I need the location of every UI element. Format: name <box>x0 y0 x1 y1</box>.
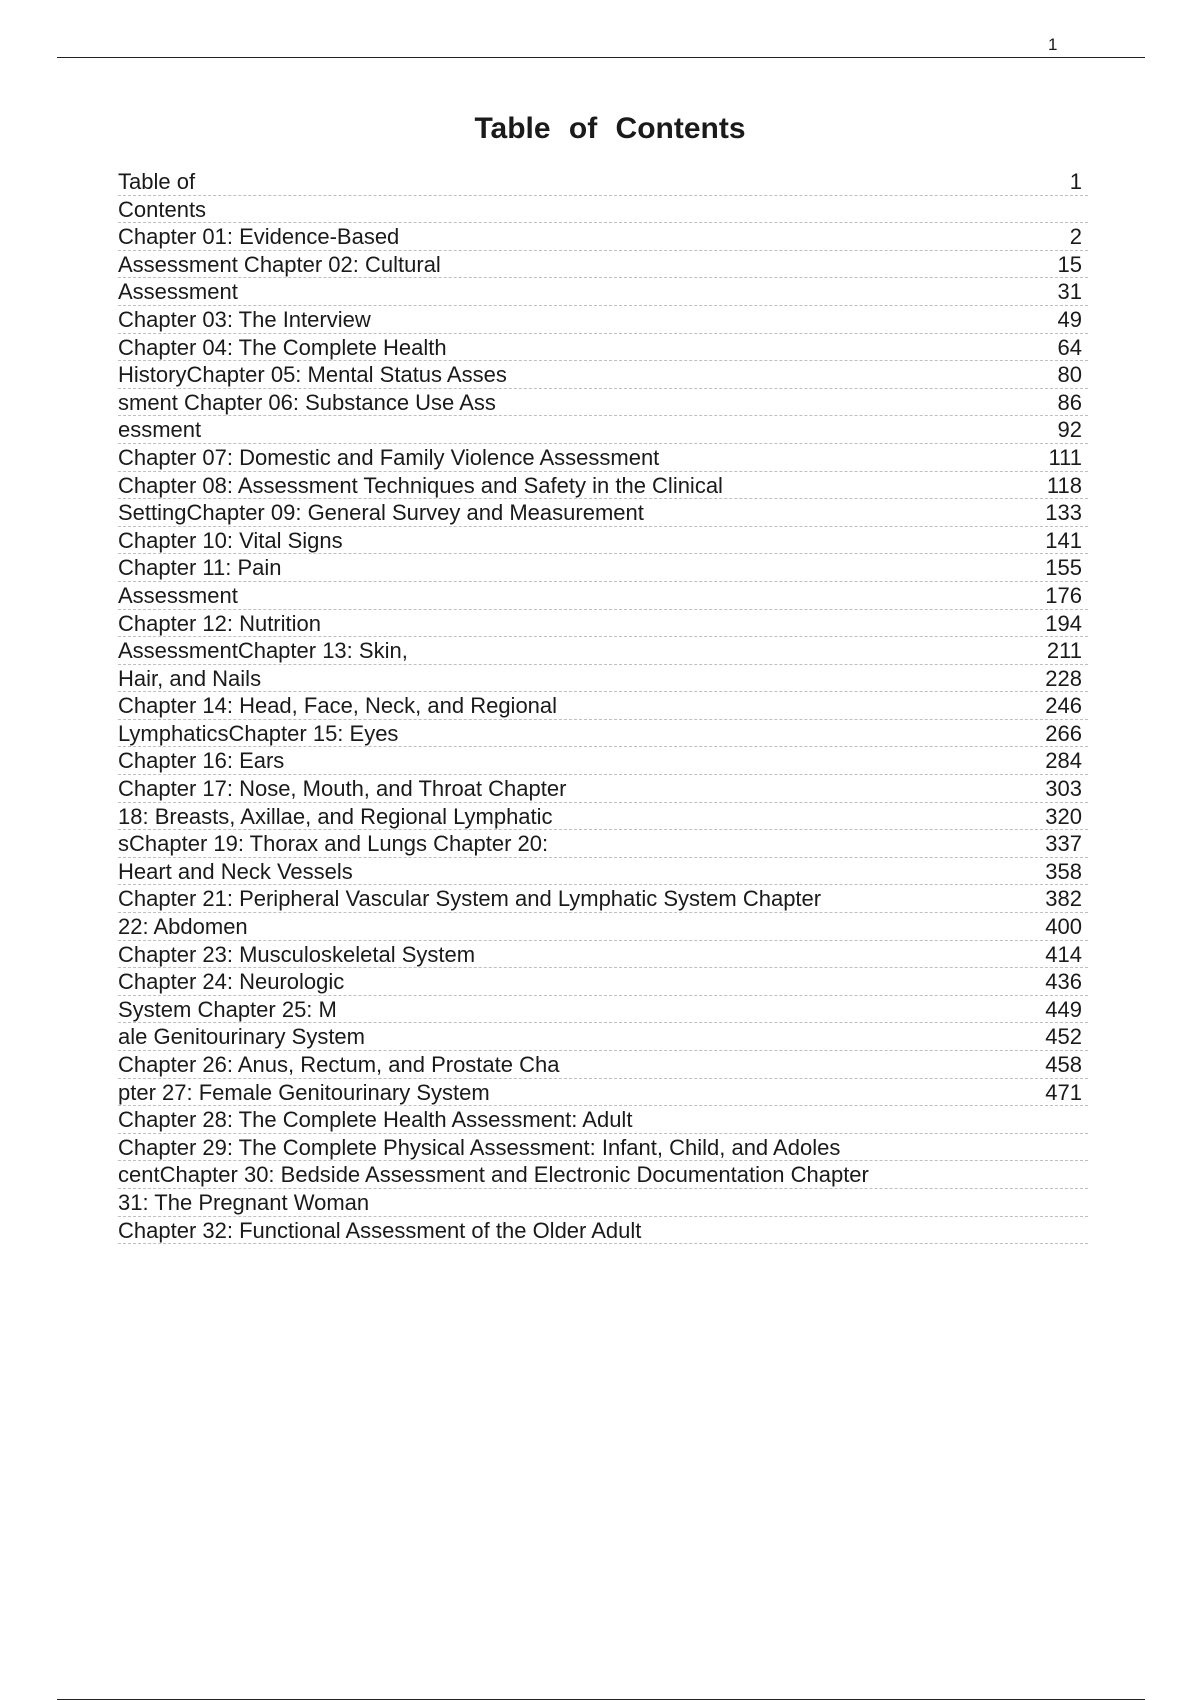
toc-page-number: 303 <box>1045 776 1082 802</box>
toc-line: Assessment Chapter 02: Cultural <box>118 251 1088 279</box>
toc-page-number: 31 <box>1057 279 1082 305</box>
toc-page-number: 1 <box>1069 169 1082 194</box>
toc-line: System Chapter 25: M <box>118 996 1088 1024</box>
toc-page-number: 458 <box>1045 1052 1082 1077</box>
toc-line: Chapter 24: Neurologic <box>118 968 1088 996</box>
toc-page-number <box>1000 196 1082 224</box>
toc-page-number: 400 <box>1045 914 1082 940</box>
toc-line: pter 27: Female Genitourinary System <box>118 1079 1088 1107</box>
toc-page-number: 320 <box>1045 803 1082 829</box>
toc-page-number: 452 <box>1045 1024 1082 1050</box>
toc-page-number: 246 <box>1045 693 1082 719</box>
toc-line: LymphaticsChapter 15: Eyes <box>118 720 1088 748</box>
toc-page-number: 118 <box>1046 472 1082 498</box>
toc-line: HistoryChapter 05: Mental Status Asses <box>118 361 1088 389</box>
toc-page-number: 337 <box>1045 831 1082 857</box>
toc-line: Chapter 14: Head, Face, Neck, and Regional <box>118 692 1088 720</box>
toc-page-number: 211 <box>1046 638 1082 664</box>
toc-page-number: 176 <box>1045 582 1082 608</box>
toc-line: Chapter 07: Domestic and Family Violence Assessment <box>118 444 1088 472</box>
toc-page-number: 436 <box>1045 969 1082 995</box>
toc-page-number: 49 <box>1057 306 1082 332</box>
toc-line: Chapter 26: Anus, Rectum, and Prostate Cha <box>118 1051 1088 1079</box>
page-number: 1 <box>1048 35 1058 54</box>
toc-page-number: 228 <box>1045 665 1082 691</box>
toc-page-number: 358 <box>1045 858 1082 884</box>
toc-line: 22: Abdomen <box>118 913 1088 941</box>
toc-line: SettingChapter 09: General Survey and Measurement <box>118 499 1088 527</box>
toc-line: Hair, and Nails <box>118 665 1088 693</box>
toc-line: Heart and Neck Vessels <box>118 858 1088 886</box>
toc-line: Assessment <box>118 582 1088 610</box>
toc-line: 31: The Pregnant Woman <box>118 1189 1088 1217</box>
toc-line: Assessment <box>118 278 1088 306</box>
toc-page-number: 382 <box>1045 886 1082 912</box>
toc-line: sChapter 19: Thorax and Lungs Chapter 20: <box>118 830 1088 858</box>
toc-line: sment Chapter 06: Substance Use Ass <box>118 389 1088 417</box>
toc-line: Chapter 12: Nutrition <box>118 610 1088 638</box>
toc-page-number: 471 <box>1045 1079 1082 1105</box>
toc-page-number: 80 <box>1057 362 1082 388</box>
toc-line: Table of <box>118 168 1088 196</box>
toc-entries <box>118 168 1088 1244</box>
toc-page-number: 86 <box>1057 389 1082 415</box>
toc-line: centChapter 30: Bedside Assessment and Electronic Documentation Chapter <box>118 1161 1088 1189</box>
toc-page-number: 133 <box>1045 500 1082 526</box>
toc-page-number: 141 <box>1045 527 1082 553</box>
toc-page-number: 15 <box>1057 251 1082 277</box>
toc-line: ale Genitourinary System <box>118 1023 1088 1051</box>
toc-page-number: 92 <box>1057 417 1082 443</box>
toc-line: essment <box>118 416 1088 444</box>
toc-line: Chapter 03: The Interview <box>118 306 1088 334</box>
toc-page-number: 449 <box>1045 996 1082 1022</box>
toc-page-number: 111 <box>1048 444 1082 470</box>
toc-page-number: 284 <box>1045 748 1082 774</box>
toc-line: 18: Breasts, Axillae, and Regional Lymphatic <box>118 803 1088 831</box>
toc-line: Chapter 11: Pain <box>118 554 1088 582</box>
toc-line: Contents <box>118 196 1088 224</box>
toc-line: Chapter 21: Peripheral Vascular System and Lymphatic System Chapter <box>118 885 1088 913</box>
toc-line: Chapter 32: Functional Assessment of the Older Adult <box>118 1217 1088 1245</box>
toc-line: Chapter 04: The Complete Health <box>118 334 1088 362</box>
toc-page-number: 266 <box>1045 720 1082 746</box>
toc-line: Chapter 17: Nose, Mouth, and Throat Chapter <box>118 775 1088 803</box>
toc-line: AssessmentChapter 13: Skin, <box>118 637 1088 665</box>
toc-page-number: 155 <box>1045 555 1082 581</box>
toc-line: Chapter 08: Assessment Techniques and Safety in the Clinical <box>118 472 1088 500</box>
toc-page-number: 414 <box>1045 941 1082 967</box>
page-title: Table of Contents <box>474 112 746 145</box>
toc-page-numbers <box>1000 168 1082 1106</box>
toc-page-number: 2 <box>1069 224 1082 250</box>
header-rule <box>57 57 1145 58</box>
toc-page-number: 64 <box>1057 334 1082 360</box>
toc-line: Chapter 29: The Complete Physical Assessment: Infant, Child, and Adoles <box>118 1134 1088 1162</box>
toc-line: Chapter 23: Musculoskeletal System <box>118 941 1088 969</box>
toc-page-number: 194 <box>1045 610 1082 636</box>
toc-line: Chapter 28: The Complete Health Assessment: Adult <box>118 1106 1088 1134</box>
toc-line: Chapter 10: Vital Signs <box>118 527 1088 555</box>
toc-line: Chapter 01: Evidence-Based <box>118 223 1088 251</box>
toc-line: Chapter 16: Ears <box>118 747 1088 775</box>
